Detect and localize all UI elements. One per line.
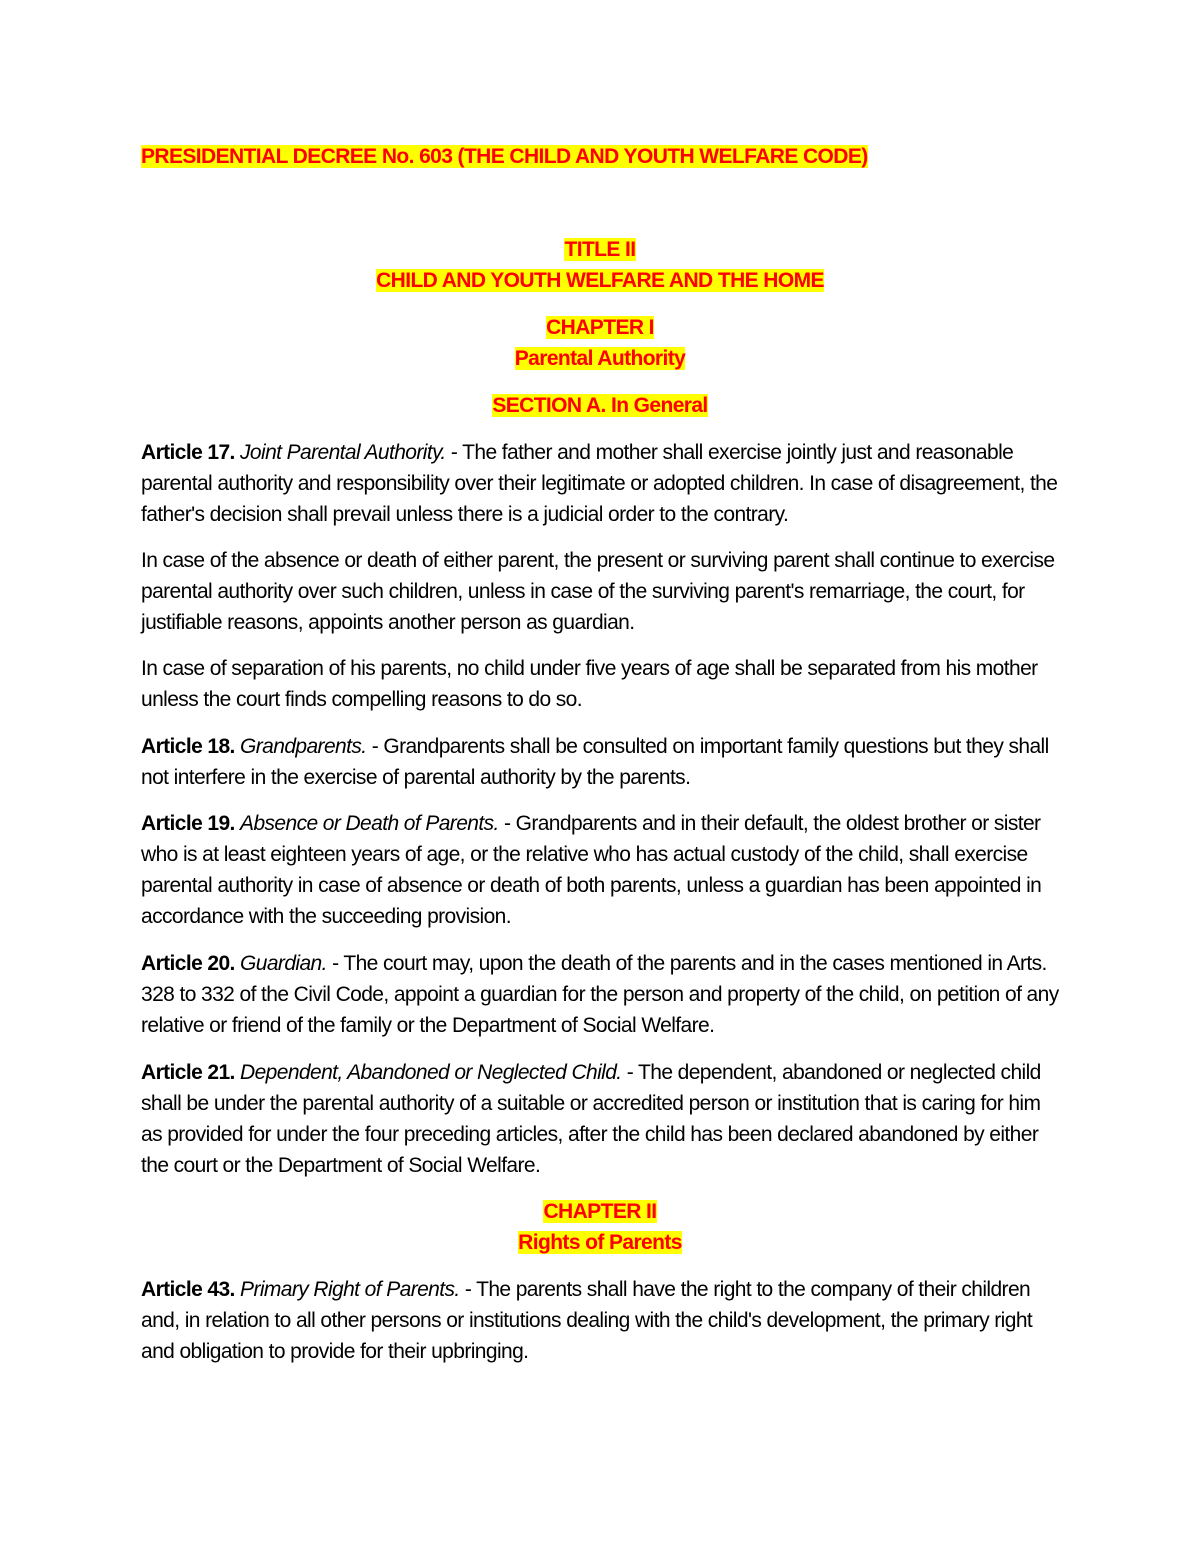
chapter-1-label-text: CHAPTER I bbox=[546, 316, 654, 339]
article-19 bbox=[141, 808, 1066, 932]
title-label bbox=[0, 234, 1200, 265]
section-a-heading-text: SECTION A. In General bbox=[492, 394, 708, 417]
article-21 bbox=[141, 1057, 1066, 1181]
article-18-label: Article 18. bbox=[141, 735, 241, 758]
article-20-label: Article 20. bbox=[141, 952, 241, 975]
article-18-heading: Grandparents. bbox=[240, 735, 367, 758]
chapter-2-label bbox=[0, 1196, 1200, 1227]
chapter-2-name-text: Rights of Parents bbox=[518, 1231, 682, 1254]
article-17-label: Article 17. bbox=[141, 441, 241, 464]
title-name bbox=[0, 265, 1200, 296]
chapter-1-label bbox=[0, 312, 1200, 343]
title-label-text: TITLE II bbox=[564, 238, 636, 261]
chapter-1-name-text: Parental Authority bbox=[514, 347, 686, 370]
article-20-heading: Guardian. bbox=[240, 952, 327, 975]
chapter-2-label-text: CHAPTER II bbox=[543, 1200, 657, 1223]
article-17 bbox=[141, 437, 1066, 530]
article-17-paragraph-3: In case of separation of his parents, no child under five years of age shall be separated from his mother unless the court finds compelling reasons to do so. bbox=[141, 657, 1038, 711]
article-19-heading: Absence or Death of Parents. bbox=[240, 812, 499, 835]
article-18-text: - Grandparents shall be consulted on important family questions but they shall not interfere in the exercise of parental authority by the parents. bbox=[141, 735, 1049, 789]
document-title bbox=[141, 141, 868, 172]
chapter-1-name bbox=[0, 343, 1200, 374]
article-17-text: - The father and mother shall exercise jointly just and reasonable parental authority and responsibility over their legitimate or adopted children. In case of disagreement, the father's decision shall prevail unless there is a judicial order to the contrary. bbox=[141, 441, 1058, 526]
article-43 bbox=[141, 1274, 1066, 1367]
article-21-text: - The dependent, abandoned or neglected child shall be under the parental authority of a suitable or accredited person or institution that is caring for him as provided for under the four preceding articles, after the child has been declared abandoned by either the court or the Department of Social Welfare. bbox=[141, 1061, 1041, 1177]
title-name-text: CHILD AND YOUTH WELFARE AND THE HOME bbox=[376, 269, 824, 292]
chapter-2-name bbox=[0, 1227, 1200, 1258]
article-43-text: - The parents shall have the right to the company of their children and, in relation to all other persons or institutions dealing with the child's development, the primary right and obligation to provide for their upbringing. bbox=[141, 1278, 1033, 1363]
article-17-paragraph-2: In case of the absence or death of either parent, the present or surviving parent shall continue to exercise parental authority over such children, unless in case of the surviving parent's remarriage, the court, for justifiable reasons, appoints another person as guardian. bbox=[141, 549, 1055, 634]
article-20-text: - The court may, upon the death of the parents and in the cases mentioned in Arts. 328 to 332 of the Civil Code, appoint a guardian for the person and property of the child, on petition of any relative or friend of the family or the Department of Social Welfare. bbox=[141, 952, 1059, 1037]
article-21-heading: Dependent, Abandoned or Neglected Child. bbox=[240, 1061, 622, 1084]
article-43-label: Article 43. bbox=[141, 1278, 241, 1301]
article-43-heading: Primary Right of Parents. bbox=[240, 1278, 460, 1301]
section-a-heading bbox=[0, 390, 1200, 421]
document-title-text: PRESIDENTIAL DECREE No. 603 (THE CHILD AND YOUTH WELFARE CODE) bbox=[141, 145, 868, 168]
article-19-label: Article 19. bbox=[141, 812, 241, 835]
article-19-text: - Grandparents and in their default, the oldest brother or sister who is at least eighteen years of age, or the relative who has actual custody of the child, shall exercise parental authority in case of absence or death of both parents, unless a guardian has been appointed in accordance with the succeeding provision. bbox=[141, 812, 1042, 928]
article-20 bbox=[141, 948, 1066, 1041]
article-21-label: Article 21. bbox=[141, 1061, 241, 1084]
article-17-heading: Joint Parental Authority. bbox=[240, 441, 446, 464]
article-18 bbox=[141, 731, 1066, 793]
